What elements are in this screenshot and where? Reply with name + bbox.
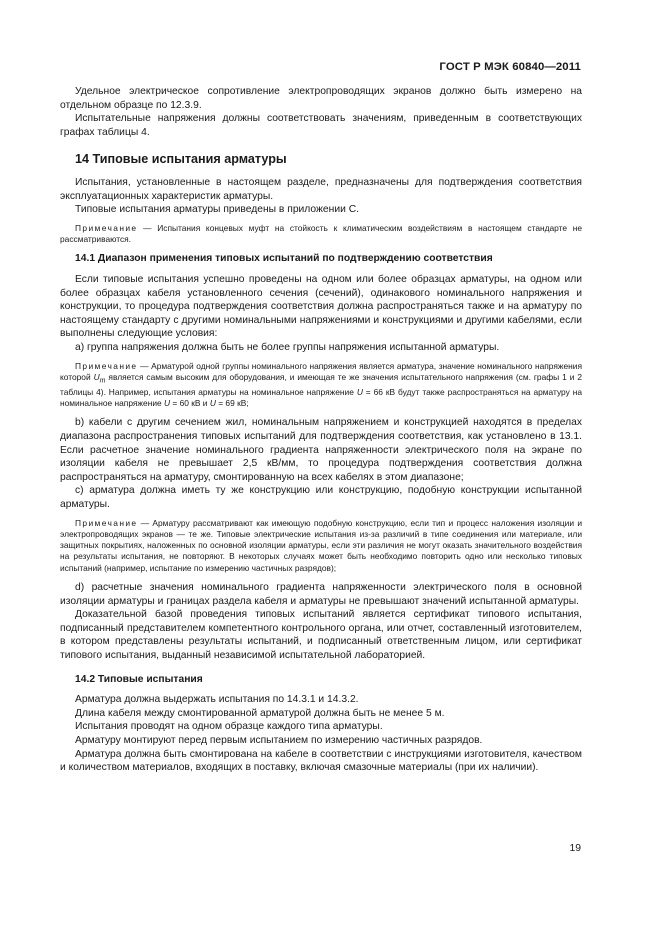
- list-item-d: d) расчетные значения номинального градиента напряженности электрического поля в основной изоляции арматуры и границах раздела кабеля и арматуры не превышают значений испытанной арматуры.: [60, 582, 582, 607]
- paragraph: Удельное электрическое сопротивление электропроводящих экранов должно быть измерено на отдельном образце по 12.3.9.: [60, 86, 582, 111]
- paragraph: Если типовые испытания успешно проведены на одном или более образцах арматуры, на одном или более образцах кабеля установленного сечения (сечений), одинакового номинального напряжения и конструкции, то процедура подтверждения соответствия должна распространяться также и на арматуру по настоящему стандарту с другими номинальными напряжениями и конструкциями и другими кабелями, если выполнены следующие условия:: [60, 273, 582, 340]
- note-label: Примечание: [75, 517, 138, 528]
- note-text: — Испытания концевых муфт на стойкость к климатическим воздействиям в настоящем стандарте не рассматриваются.: [60, 222, 582, 245]
- note: Примечание — Арматурой одной группы номинального напряжения является арматура, значение номинального напряжения которой $U_m$ является самым высоким для оборудования, и имеющая те же значения испытательного напряжения (см. графы 1 и 2 таблицы 4). Например, испытания арматуры на номинальное напряжение U = 66 кВ будут также распространяться на арматуру на номинальное напряжение U = 60 кВ и U = 69 кВ;: [60, 360, 582, 409]
- paragraph: Типовые испытания арматуры приведены в приложении С.: [75, 204, 359, 216]
- document-body: [60, 85, 582, 775]
- list-item-a: а) группа напряжения должна быть не более группы напряжения испытанной арматуры.: [75, 341, 500, 353]
- note: [60, 223, 582, 246]
- section-14-2-heading: 14.2 Типовые испытания: [75, 673, 203, 685]
- list-item-b: b) кабели с другим сечением жил, номинальным напряжением и конструкцией находятся в пределах диапазона распространения типовых испытаний для подтверждения соответствия, как установлено в 13.1. Если расчетное значение номинального градиента напряженности электрического поля на экране по изоляции кабеля не превышает 2,5 кВ/мм, то процедура подтверждения соответствия должна распространяться на арматуру, смонтированную на всех кабелях в этом диапазоне;: [60, 417, 582, 483]
- note: [60, 518, 582, 574]
- paragraph: Доказательной базой проведения типовых испытаний является сертификат типового испытания, подписанный представителем компетентного контрольного органа, или отчет, составленный изготовителем, в котором представлены результаты испытаний, и подписанный ответственным лицом, или сертификат типового испытания, выданный независимой испытательной лабораторией.: [60, 609, 582, 661]
- note-label: Примечание: [75, 360, 138, 371]
- paragraph: Арматура должна выдержать испытания по 14.3.1 и 14.3.2.: [75, 694, 359, 706]
- paragraph: Испытательные напряжения должны соответствовать значениям, приведенным в соответствующих графах таблицы 4.: [60, 113, 582, 138]
- note-label: Примечание: [75, 222, 138, 233]
- paragraph: Длина кабеля между смонтированной арматурой должна быть не менее 5 м.: [75, 707, 445, 719]
- paragraph: Арматуру монтируют перед первым испытанием по измерению частичных разрядов.: [75, 734, 483, 746]
- paragraph: Испытания проводят на одном образце каждого типа арматуры.: [75, 721, 383, 733]
- section-14-1-heading: 14.1 Диапазон применения типовых испытаний по подтверждению соответствия: [75, 253, 493, 265]
- paragraph: Испытания, установленные в настоящем разделе, предназначены для подтверждения соответствия эксплуатационных характеристик арматуры.: [60, 176, 582, 202]
- note-text: — Арматуру рассматривают как имеющую подобную конструкцию, если тип и процесс наложения изоляции и электропроводящих экранов — те же. Типовые электрические испытания из-за различий в типе соединения или материале, или защитных покрытиях, наложенных по основной изоляции арматуры, если эти различия не могут оказать значительного воздействия на результаты испытания, не повторяют. В некоторых случаях может быть необходимо повторить одно или несколько типовых испытаний (например, испытание по измерению частичных разрядов);: [60, 517, 582, 573]
- section-14-heading: 14 Типовые испытания арматуры: [75, 152, 287, 167]
- paragraph: Арматура должна быть смонтирована на кабеле в соответствии с инструкциями изготовителя, качеством и количеством материалов, входящих в поставку, включая смазочные материалы (при их наличии).: [60, 748, 582, 774]
- standard-header: ГОСТ Р МЭК 60840—2011: [439, 61, 581, 73]
- page-number: 19: [569, 843, 581, 854]
- list-item-c: с) арматура должна иметь ту же конструкцию или конструкцию, подобную конструкции испытанной арматуры.: [60, 485, 582, 510]
